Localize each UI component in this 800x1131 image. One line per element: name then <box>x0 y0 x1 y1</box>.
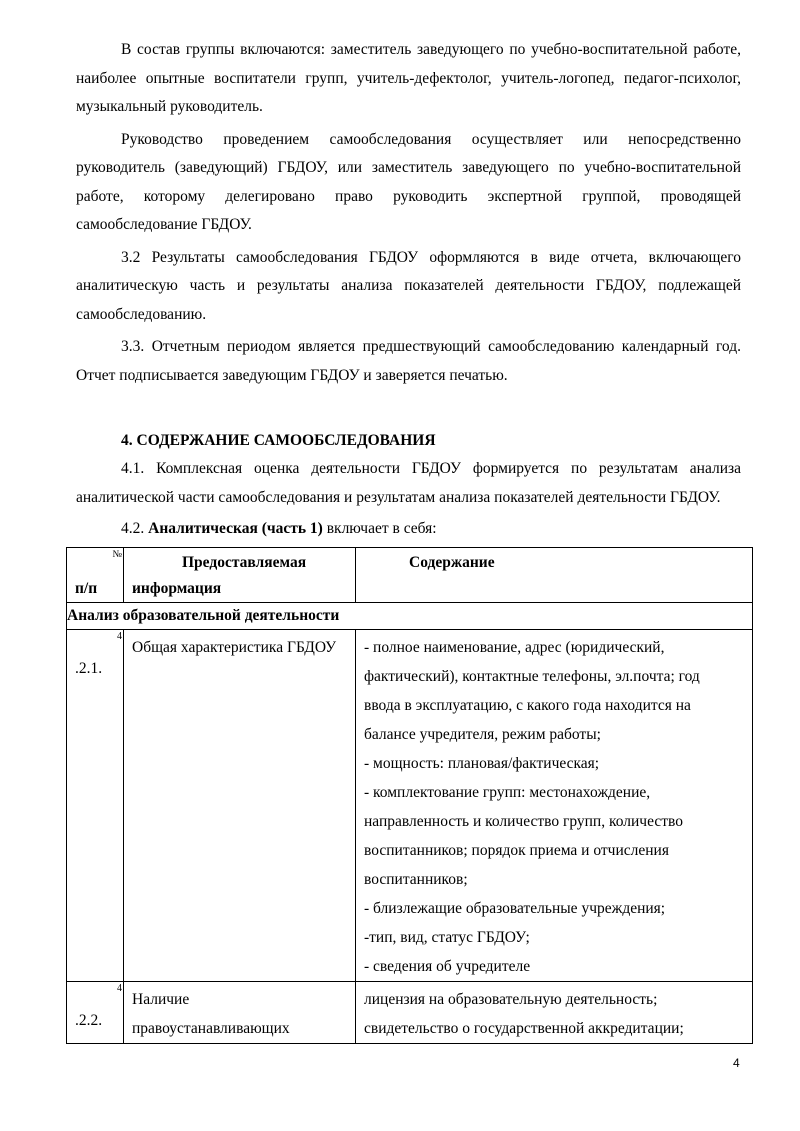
list-item: направленность и количество групп, количество <box>364 813 683 830</box>
list-item: фактический), контактные телефоны, эл.почта; год <box>364 668 700 685</box>
list-item: - близлежащие образовательные учреждения; <box>364 900 666 917</box>
list-item: -тип, вид, статус ГБДОУ; <box>364 929 530 946</box>
header-content-cell <box>356 548 753 603</box>
row-num-mark: 4 <box>117 983 122 994</box>
header-info-line1: Предоставляемая <box>182 554 307 571</box>
paragraph-leadership: Руководство проведением самообследования осуществляет или непосредственно руководитель (заведующий) ГБДОУ, или заместитель заведующего по учебно-воспитательной работе, которому делегировано право руководить экспертной группой, проводящей самообследование ГБДОУ. <box>76 130 741 233</box>
list-item: свидетельство о государственной аккредитации; <box>364 1020 684 1037</box>
list-item: - сведения об учредителе <box>364 958 531 975</box>
list-item: - мощность: плановая/фактическая; <box>364 755 600 772</box>
row-content-list <box>356 982 752 1043</box>
header-num-mark: № <box>112 549 122 560</box>
row-content-cell <box>356 630 753 982</box>
page-number: 4 <box>733 1056 740 1070</box>
paragraph-4-2 <box>76 516 741 542</box>
document-body <box>76 36 741 542</box>
section-4-heading: 4. СОДЕРЖАНИЕ САМООБСЛЕДОВАНИЯ <box>121 432 436 449</box>
row-info: Общая характеристика ГБДОУ <box>132 639 337 656</box>
row-num-mark: 4 <box>117 631 122 642</box>
row-info-cell <box>124 630 356 982</box>
list-item: воспитанников; порядок приема и отчисления <box>364 842 669 859</box>
list-item: - комплектование групп: местонахождение, <box>364 784 651 801</box>
paragraph-4-2-bold: Аналитическая (часть 1) <box>148 520 323 537</box>
table-section-title: Анализ образовательной деятельности <box>67 603 753 630</box>
row-info-line2: правоустанавливающих <box>132 1020 290 1037</box>
table-row <box>67 630 753 982</box>
row-num-cell <box>67 982 124 1044</box>
list-item: ввода в эксплуатацию, с какого года находится на <box>364 697 691 714</box>
table-header-row <box>67 548 753 603</box>
paragraph-3-3: 3.3. Отчетным периодом является предшествующий самообследованию календарный год. Отчет подписывается заведующим ГБДОУ и заверяется печатью. <box>76 338 741 384</box>
header-num: п/п <box>75 580 98 597</box>
header-content: Содержание <box>409 554 495 571</box>
paragraph-group-composition: В состав группы включаются: заместитель заведующего по учебно-воспитательной работе, наиболее опытные воспитатели групп, учитель-дефектолог, учитель-логопед, педагог-психолог, музыкальный руководитель. <box>76 41 741 115</box>
row-content-list <box>356 630 752 981</box>
row-num-cell <box>67 630 124 982</box>
row-num: .2.2. <box>75 1012 103 1029</box>
header-info-line2: информация <box>132 580 222 597</box>
list-item: лицензия на образовательную деятельность; <box>364 991 658 1008</box>
row-content-cell <box>356 982 753 1044</box>
paragraph-3-2: 3.2 Результаты самообследования ГБДОУ оформляются в виде отчета, включающего аналитическую часть и результаты анализа показателей деятельности ГБДОУ, подлежащей самообследованию. <box>76 248 741 323</box>
paragraph-4-2-prefix: 4.2. <box>121 520 145 537</box>
table-section-row <box>67 603 753 630</box>
list-item: воспитанников; <box>364 871 468 888</box>
analysis-table <box>66 547 753 1044</box>
header-info-cell <box>124 548 356 603</box>
list-item: балансе учредителя, режим работы; <box>364 726 601 743</box>
header-num-cell <box>67 548 124 603</box>
row-info-line1: Наличие <box>132 991 190 1008</box>
paragraph-4-1: 4.1. Комплексная оценка деятельности ГБДОУ формируется по результатам анализа аналитической части самообследования и результатам анализа показателей деятельности ГБДОУ. <box>76 460 741 506</box>
table-row <box>67 982 753 1044</box>
paragraph-4-2-suffix: включает в себя: <box>326 520 437 537</box>
list-item: - полное наименование, адрес (юридический, <box>364 639 665 656</box>
row-num: .2.1. <box>75 660 103 677</box>
row-info-cell <box>124 982 356 1044</box>
